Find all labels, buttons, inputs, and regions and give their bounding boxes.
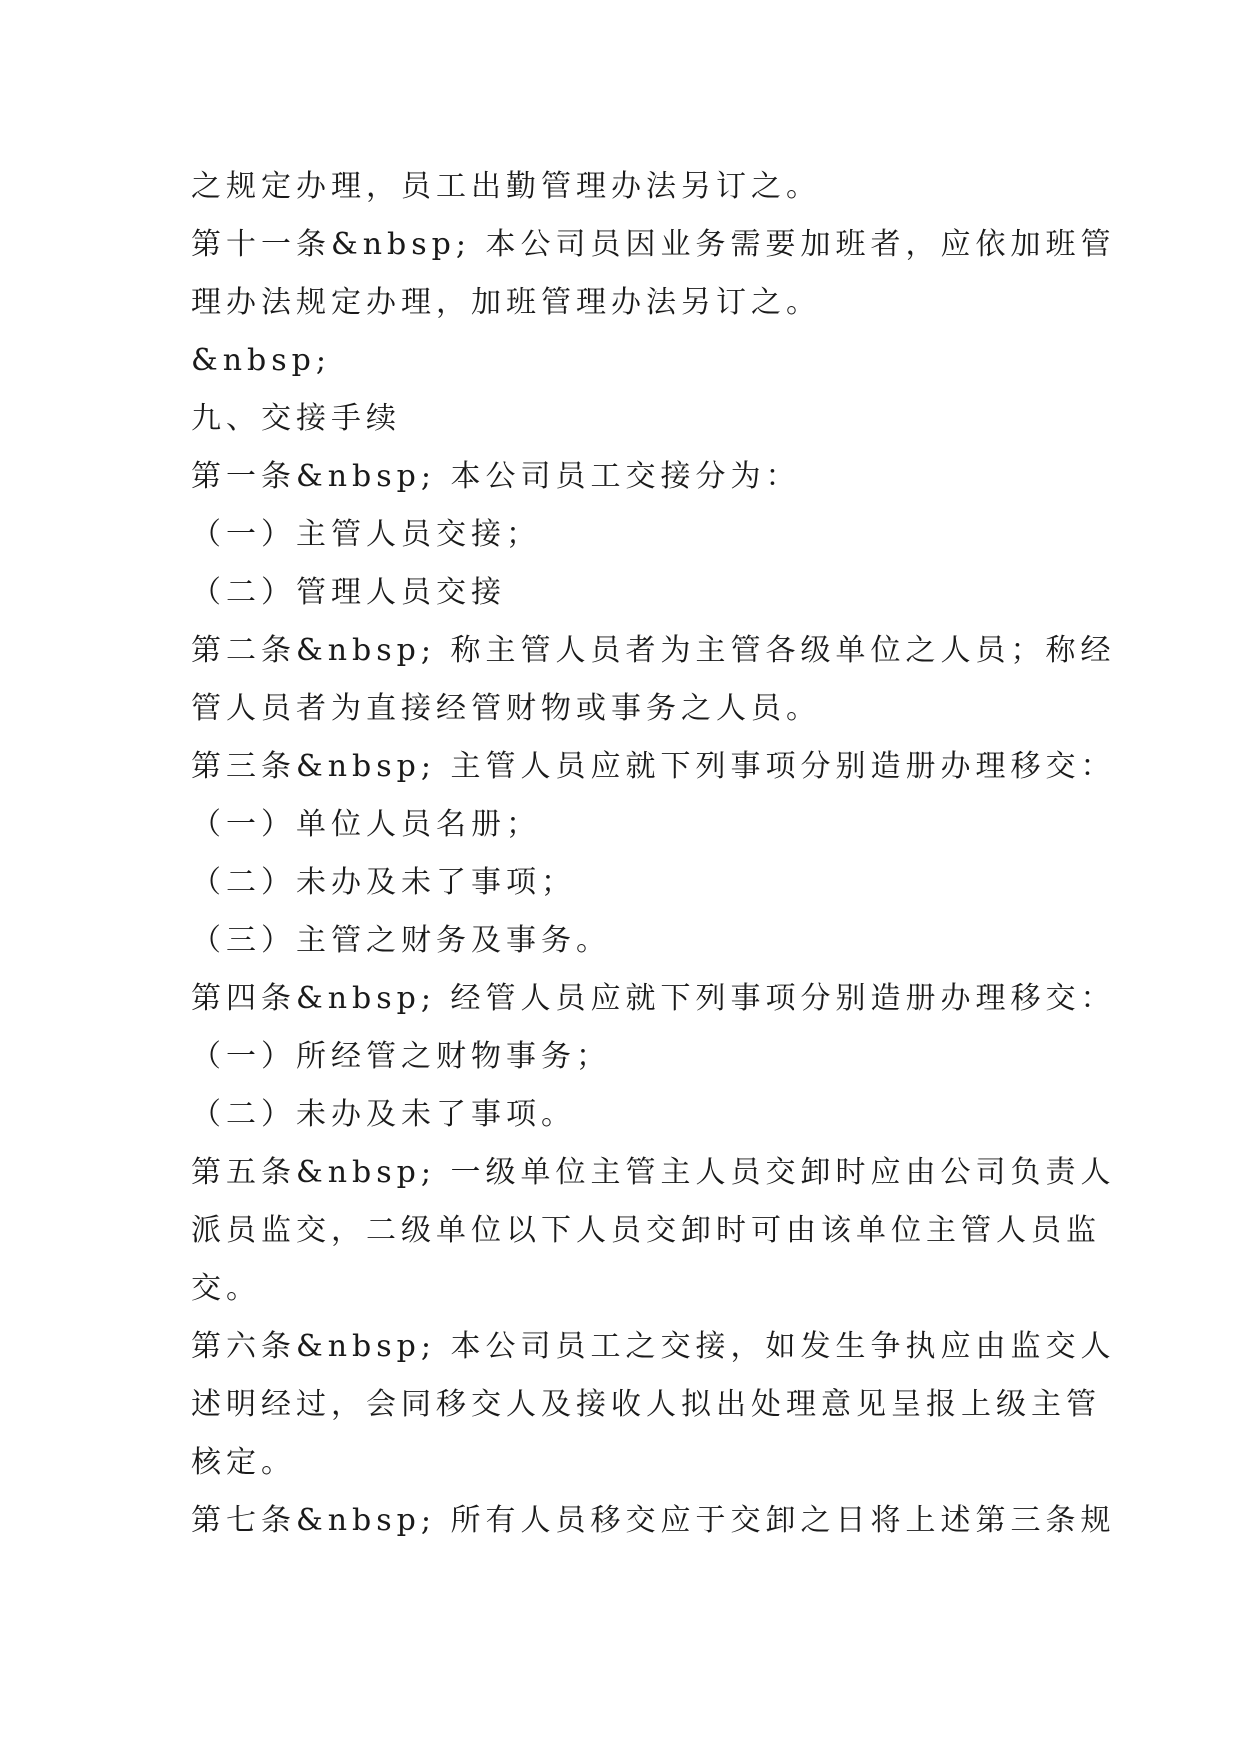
text-line: 管人员者为直接经管财物或事务之人员。 [191, 691, 821, 726]
list-item: （一）单位人员名册； [191, 807, 541, 842]
text-line: 核定。 [191, 1445, 296, 1480]
text-line: 述明经过，会同移交人及接收人拟出处理意见呈报上级主管 [191, 1387, 1101, 1422]
text-line: 第三条&nbsp; 主管人员应就下列事项分别造册办理移交： [191, 749, 1116, 784]
list-item: （二）管理人员交接 [191, 575, 506, 610]
document-body [191, 158, 1116, 1550]
text-line: 第四条&nbsp; 经管人员应就下列事项分别造册办理移交： [191, 981, 1116, 1016]
list-item: （一）主管人员交接； [191, 517, 541, 552]
text-line: 之规定办理，员工出勤管理办法另订之。 [191, 169, 821, 204]
text-line: 第五条&nbsp; 一级单位主管主人员交卸时应由公司负责人 [191, 1155, 1116, 1190]
text-line: 派员监交，二级单位以下人员交卸时可由该单位主管人员监 [191, 1213, 1101, 1248]
list-item: （二）未办及未了事项。 [191, 1097, 576, 1132]
text-line: 理办法规定办理，加班管理办法另订之。 [191, 285, 821, 320]
text-line: 第十一条&nbsp; 本公司员因业务需要加班者，应依加班管 [191, 227, 1116, 262]
list-item: （二）未办及未了事项； [191, 865, 576, 900]
list-item: （三）主管之财务及事务。 [191, 923, 611, 958]
section-heading: 九、交接手续 [191, 401, 401, 436]
text-line: 第六条&nbsp; 本公司员工之交接，如发生争执应由监交人 [191, 1329, 1116, 1364]
list-item: （一）所经管之财物事务； [191, 1039, 611, 1074]
text-line: &nbsp; [191, 343, 331, 378]
text-line: 交。 [191, 1271, 261, 1306]
text-line: 第一条&nbsp; 本公司员工交接分为： [191, 459, 801, 494]
text-line: 第二条&nbsp; 称主管人员者为主管各级单位之人员；称经 [191, 633, 1116, 668]
text-line: 第七条&nbsp; 所有人员移交应于交卸之日将上述第三条规 [191, 1503, 1116, 1538]
